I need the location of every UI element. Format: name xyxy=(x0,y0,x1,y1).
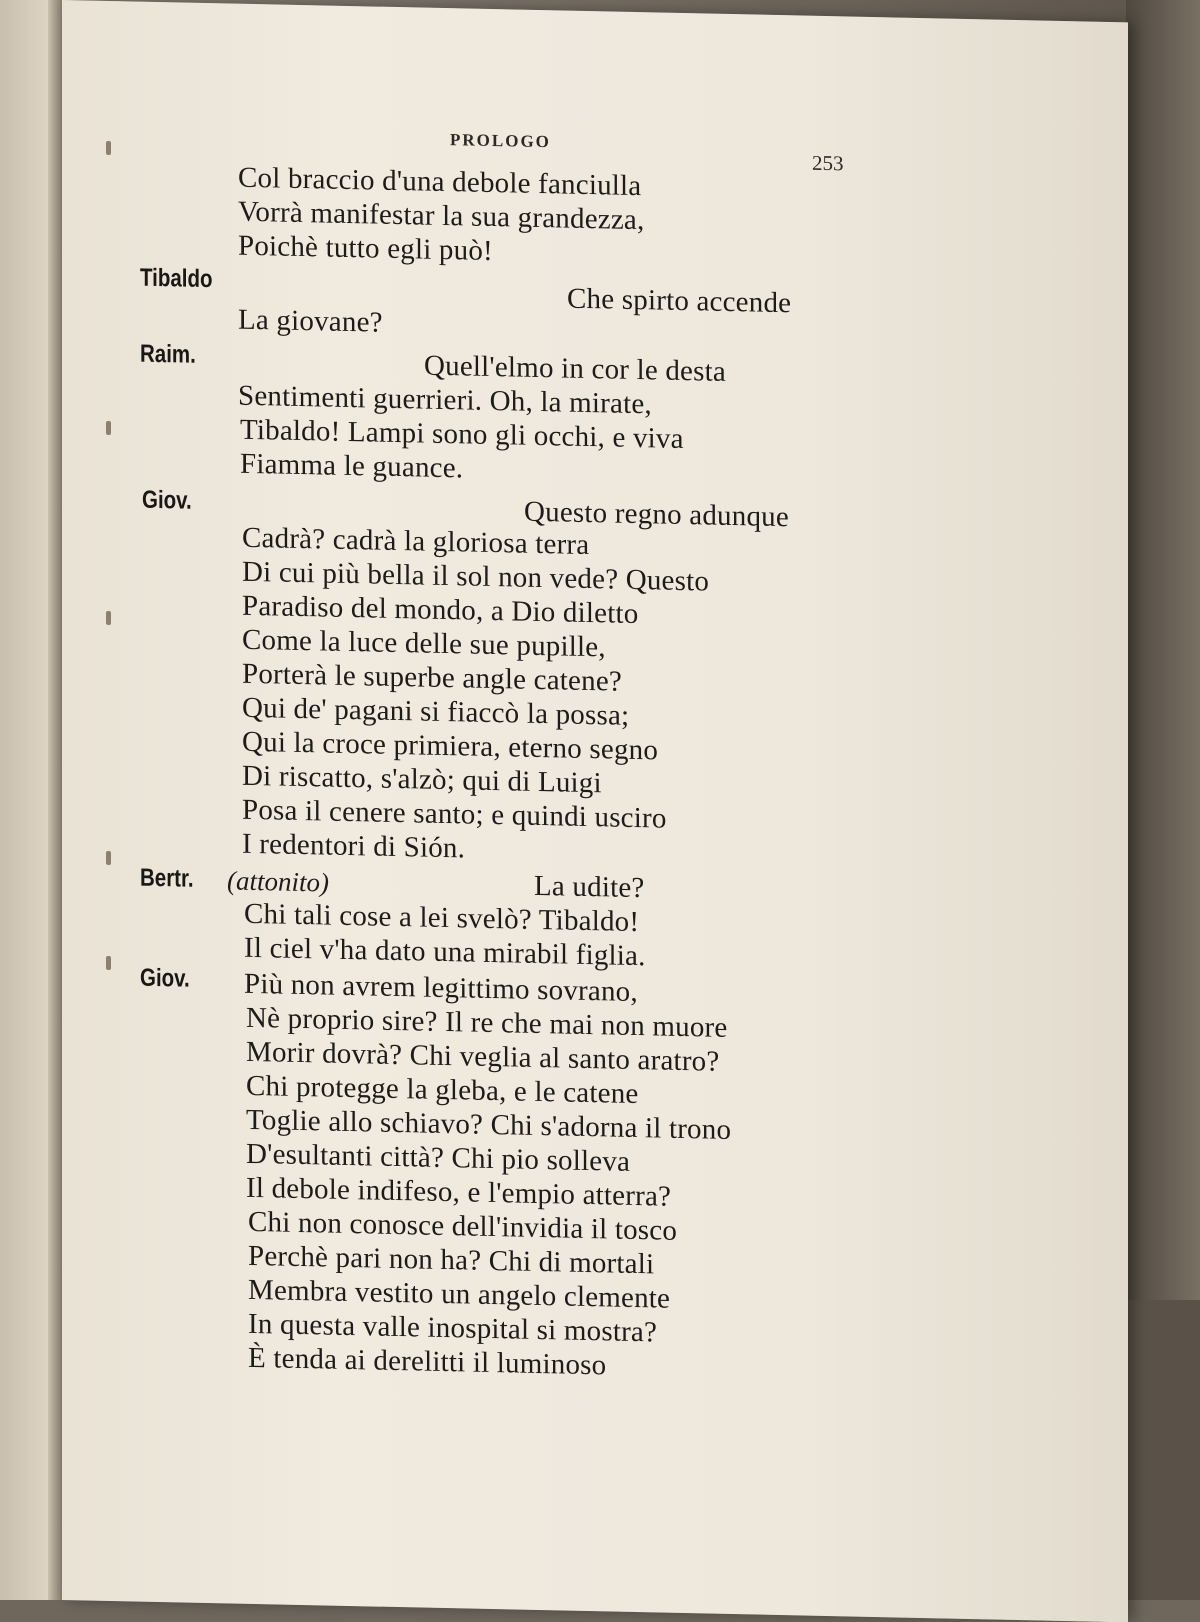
verse-line: Toglie allo schiavo? Chi s'adorna il trono xyxy=(246,1103,732,1147)
speaker-label: Tibaldo xyxy=(140,263,213,294)
verse-line: Fiamma le guance. xyxy=(240,447,464,485)
page-number: 253 xyxy=(812,150,844,176)
verse-line: Tibaldo! Lampi sono gli occhi, e viva xyxy=(240,413,684,456)
verse-line: Nè proprio sire? Il re che mai non muore xyxy=(246,1001,728,1044)
verse-line: Il ciel v'ha dato una mirabil figlia. xyxy=(244,931,646,973)
verse-line: Poichè tutto egli può! xyxy=(238,229,493,268)
verse-line: Porterà le superbe angle catene? xyxy=(242,657,622,698)
stage-direction: (attonito) xyxy=(227,865,329,898)
verse-line: Perchè pari non ha? Chi di mortali xyxy=(248,1239,655,1281)
speaker-label: Giov. xyxy=(142,485,192,515)
verse-line: Cadrà? cadrà la gloriosa terra xyxy=(242,521,590,562)
verse-line: Come la luce delle sue pupille, xyxy=(242,623,606,664)
verse-line: Vorrà manifestar la sua grandezza, xyxy=(238,195,645,237)
book-page xyxy=(62,0,1128,1622)
verse-line: Qui la croce primiera, eterno segno xyxy=(242,725,659,767)
verse-line: Posa il cenere santo; e quindi usciro xyxy=(242,793,667,835)
running-header: PROLOGO xyxy=(450,130,551,152)
verse-line: Chi protegge la gleba, e le catene xyxy=(246,1069,639,1111)
verse-line: Chi tali cose a lei svelò? Tibaldo! xyxy=(244,897,640,939)
verse-line: La giovane? xyxy=(238,303,383,339)
verse-line: La udite? xyxy=(534,869,645,905)
speaker-label: Giov. xyxy=(140,963,190,993)
verse-line: Questo regno adunque xyxy=(524,495,789,534)
verse-line: Col braccio d'una debole fanciulla xyxy=(238,161,642,203)
verse-line: I redentori di Sión. xyxy=(242,827,466,865)
verse-line: Di cui più bella il sol non vede? Questo xyxy=(242,555,710,598)
verse-line: Che spirto accende xyxy=(567,282,792,320)
verse-line: D'esultanti città? Chi pio solleva xyxy=(246,1137,631,1178)
speaker-label: Raim. xyxy=(140,339,196,369)
verse-line: Paradiso del mondo, a Dio diletto xyxy=(242,589,639,631)
verse-line: Chi non conosce dell'invidia il tosco xyxy=(248,1205,678,1247)
verse-line: Membra vestito un angelo clemente xyxy=(248,1273,671,1315)
verse-line: Più non avrem legittimo sovrano, xyxy=(244,967,638,1009)
verse-line: Sentimenti guerrieri. Oh, la mirate, xyxy=(238,379,652,421)
verse-line: Qui de' pagani si fiaccò la possa; xyxy=(242,691,630,732)
verse-line: Il debole indifeso, e l'empio atterra? xyxy=(246,1171,672,1213)
verse-line: Di riscatto, s'alzò; qui di Luigi xyxy=(242,759,602,800)
verse-line: Morir dovrà? Chi veglia al santo aratro? xyxy=(246,1035,720,1078)
speaker-label: Bertr. xyxy=(140,863,194,893)
verse-line: È tenda ai derelitti il luminoso xyxy=(248,1341,607,1382)
binding-stitch-holes xyxy=(106,1,116,1601)
verse-line: In questa valle inospital si mostra? xyxy=(248,1307,658,1349)
verse-line: Quell'elmo in cor le desta xyxy=(424,349,726,388)
